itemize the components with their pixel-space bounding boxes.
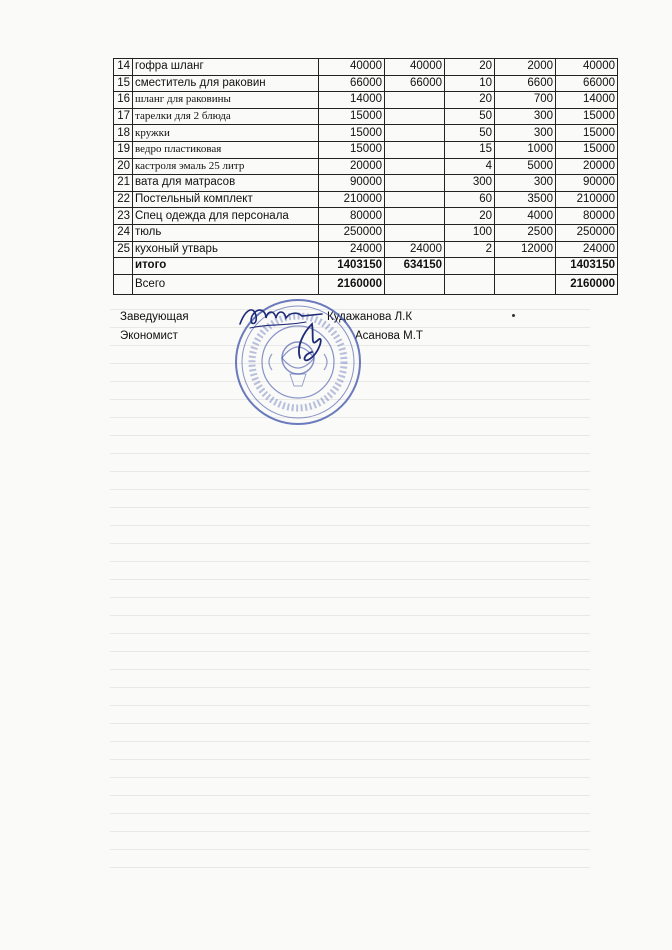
cell-v2: 66000 bbox=[385, 75, 445, 92]
cell-v4: 2500 bbox=[495, 224, 556, 241]
cell-v1: 40000 bbox=[319, 59, 385, 76]
cell-v3: 20 bbox=[445, 92, 495, 109]
cell-v4: 700 bbox=[495, 92, 556, 109]
cell-v1: 80000 bbox=[319, 208, 385, 225]
table-row bbox=[114, 175, 618, 192]
cell-v2 bbox=[385, 191, 445, 208]
table-row bbox=[114, 241, 618, 258]
cell-v5: 14000 bbox=[556, 92, 618, 109]
head-name: Кудажанова Л.К bbox=[327, 311, 413, 323]
cell-v1: 210000 bbox=[319, 191, 385, 208]
cell-v4: 300 bbox=[495, 125, 556, 142]
cell-v2 bbox=[385, 141, 445, 158]
signature-scribble-icon bbox=[294, 318, 328, 366]
cell-n: 16 bbox=[114, 92, 133, 109]
cell-v2: 40000 bbox=[385, 59, 445, 76]
ink-dot bbox=[512, 314, 515, 317]
table-row bbox=[114, 125, 618, 142]
cell-name: гофра шланг bbox=[133, 59, 319, 76]
cell-v3: 20 bbox=[445, 59, 495, 76]
vsego-v3 bbox=[445, 274, 495, 294]
table-row bbox=[114, 208, 618, 225]
cell-v5: 24000 bbox=[556, 241, 618, 258]
cell-v1: 15000 bbox=[319, 125, 385, 142]
cell-v3: 60 bbox=[445, 191, 495, 208]
cell-name: Постельный комплект bbox=[133, 191, 319, 208]
itogo-v5: 1403150 bbox=[556, 258, 618, 275]
cell-v1: 250000 bbox=[319, 224, 385, 241]
cell-n: 17 bbox=[114, 108, 133, 125]
cell-name: кружки bbox=[133, 125, 319, 142]
cell-v5: 250000 bbox=[556, 224, 618, 241]
cell-v3: 100 bbox=[445, 224, 495, 241]
table-row bbox=[114, 224, 618, 241]
table-row bbox=[114, 191, 618, 208]
cell-v4: 2000 bbox=[495, 59, 556, 76]
cell-v5: 80000 bbox=[556, 208, 618, 225]
economist-name: Асанова М.Т bbox=[355, 330, 423, 342]
cell-v1: 24000 bbox=[319, 241, 385, 258]
table-row bbox=[114, 141, 618, 158]
vsego-v2 bbox=[385, 274, 445, 294]
cell-n: 14 bbox=[114, 59, 133, 76]
cell-num bbox=[114, 274, 133, 294]
itogo-v4 bbox=[495, 258, 556, 275]
cell-n: 24 bbox=[114, 224, 133, 241]
cell-v4: 4000 bbox=[495, 208, 556, 225]
cell-v4: 3500 bbox=[495, 191, 556, 208]
itogo-v1: 1403150 bbox=[319, 258, 385, 275]
cell-v5: 40000 bbox=[556, 59, 618, 76]
cell-v3: 15 bbox=[445, 141, 495, 158]
table-row bbox=[114, 108, 618, 125]
cell-v3: 20 bbox=[445, 208, 495, 225]
cell-name: тюль bbox=[133, 224, 319, 241]
cell-v1: 15000 bbox=[319, 141, 385, 158]
cell-num bbox=[114, 258, 133, 275]
table-row bbox=[114, 158, 618, 175]
cell-name: шланг для раковины bbox=[133, 92, 319, 109]
itogo-label: итого bbox=[133, 258, 319, 275]
cell-v2: 24000 bbox=[385, 241, 445, 258]
cell-n: 21 bbox=[114, 175, 133, 192]
cell-v2 bbox=[385, 158, 445, 175]
itogo-v2: 634150 bbox=[385, 258, 445, 275]
cell-name: тарелки для 2 блюда bbox=[133, 108, 319, 125]
cell-v3: 4 bbox=[445, 158, 495, 175]
cell-v4: 6600 bbox=[495, 75, 556, 92]
cell-v5: 20000 bbox=[556, 158, 618, 175]
cell-v3: 2 bbox=[445, 241, 495, 258]
cell-v3: 50 bbox=[445, 125, 495, 142]
cell-v2 bbox=[385, 175, 445, 192]
cell-name: кастроля эмаль 25 литр bbox=[133, 158, 319, 175]
cell-v5: 210000 bbox=[556, 191, 618, 208]
table-row bbox=[114, 75, 618, 92]
table-row bbox=[114, 92, 618, 109]
cell-v2 bbox=[385, 125, 445, 142]
cell-name: сместитель для раковин bbox=[133, 75, 319, 92]
cell-v4: 1000 bbox=[495, 141, 556, 158]
table-row bbox=[114, 59, 618, 76]
cell-n: 18 bbox=[114, 125, 133, 142]
cell-v2 bbox=[385, 224, 445, 241]
itogo-row bbox=[114, 258, 618, 275]
vsego-row bbox=[114, 274, 618, 294]
cell-v1: 15000 bbox=[319, 108, 385, 125]
cell-n: 20 bbox=[114, 158, 133, 175]
cell-v4: 300 bbox=[495, 108, 556, 125]
cell-name: Спец одежда для персонала bbox=[133, 208, 319, 225]
cell-v3: 300 bbox=[445, 175, 495, 192]
cell-v5: 15000 bbox=[556, 141, 618, 158]
cell-v1: 90000 bbox=[319, 175, 385, 192]
cell-v5: 15000 bbox=[556, 108, 618, 125]
items-table bbox=[113, 58, 618, 295]
cell-v1: 14000 bbox=[319, 92, 385, 109]
cell-n: 23 bbox=[114, 208, 133, 225]
cell-v1: 20000 bbox=[319, 158, 385, 175]
cell-v5: 90000 bbox=[556, 175, 618, 192]
cell-v3: 10 bbox=[445, 75, 495, 92]
cell-v4: 5000 bbox=[495, 158, 556, 175]
cell-n: 15 bbox=[114, 75, 133, 92]
cell-v5: 66000 bbox=[556, 75, 618, 92]
head-title: Заведующая bbox=[120, 311, 189, 323]
cell-v1: 66000 bbox=[319, 75, 385, 92]
itogo-v3 bbox=[445, 258, 495, 275]
cell-v3: 50 bbox=[445, 108, 495, 125]
vsego-v4 bbox=[495, 274, 556, 294]
cell-v2 bbox=[385, 208, 445, 225]
cell-name: ведро пластиковая bbox=[133, 141, 319, 158]
vsego-v1: 2160000 bbox=[319, 274, 385, 294]
cell-v4: 12000 bbox=[495, 241, 556, 258]
cell-name: кухоный утварь bbox=[133, 241, 319, 258]
cell-v2 bbox=[385, 92, 445, 109]
cell-n: 19 bbox=[114, 141, 133, 158]
cell-v2 bbox=[385, 108, 445, 125]
cell-v5: 15000 bbox=[556, 125, 618, 142]
cell-n: 25 bbox=[114, 241, 133, 258]
cell-name: вата для матрасов bbox=[133, 175, 319, 192]
cell-v4: 300 bbox=[495, 175, 556, 192]
economist-title: Экономист bbox=[120, 330, 178, 342]
vsego-label: Всего bbox=[133, 274, 319, 294]
vsego-v5: 2160000 bbox=[556, 274, 618, 294]
cell-n: 22 bbox=[114, 191, 133, 208]
